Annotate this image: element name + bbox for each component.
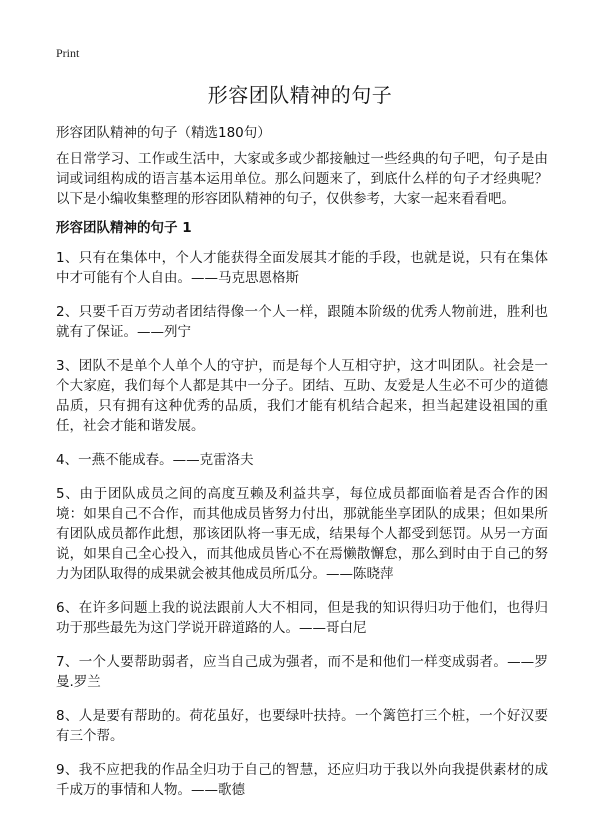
quote-item: 8、人是要有帮助的。荷花虽好，也要绿叶扶持。一个篱笆打三个桩，一个好汉要有三个帮。 xyxy=(56,708,548,744)
quote-item: 5、由于团队成员之间的高度互赖及利益共享，每位成员都面临着是否合作的困境：如果自己不合作，而其他成员皆努力付出，那就能坐享团队的成果；但如果所有团队成员都作此想，那该团队将一事无成，结果每个人都受到惩罚。从另一方面说，如果自己全心投入，而其他成员皆心不在焉懒散懈怠，那么到时由于自己的努力为团队取得的成果就会被其他成员所瓜分。——陈晓萍 xyxy=(56,486,548,582)
quote-item: 9、我不应把我的作品全归功于自己的智慧，还应归功于我以外向我提供素材的成千成万的事情和人物。——歌德 xyxy=(56,762,548,798)
quote-list xyxy=(56,248,548,814)
quote-item: 3、团队不是单个人单个人的守护，而是每个人互相守护，这才叫团队。社会是一个大家庭，我们每个人都是其中一分子。团结、互助、友爱是人生必不可少的道德品质，只有拥有这种优秀的品质，我们才能有机结合起来，担当起建设祖国的重任，社会才能和谐发展。 xyxy=(56,358,548,434)
quote-item: 7、一个人要帮助弱者，应当自己成为强者，而不是和他们一样变成弱者。——罗曼.罗兰 xyxy=(56,654,548,690)
quote-item: 6、在许多问题上我的说法跟前人大不相同，但是我的知识得归功于他们，也得归功于那些最先为这门学说开辟道路的人。——哥白尼 xyxy=(56,600,548,636)
section-heading: 形容团队精神的句子 1 xyxy=(56,220,192,236)
print-label: Print xyxy=(56,46,80,60)
quote-item: 4、一燕不能成春。——克雷洛夫 xyxy=(56,452,254,468)
document-subtitle: 形容团队精神的句子（精选180句） xyxy=(56,125,271,141)
quote-item: 1、只有在集体中，个人才能获得全面发展其才能的手段，也就是说，只有在集体中才可能有个人自由。——马克思恩格斯 xyxy=(56,250,548,286)
intro-paragraph: 在日常学习、工作或生活中，大家或多或少都接触过一些经典的句子吧，句子是由词或词组构成的语言基本运用单位。那么问题来了，到底什么样的句子才经典呢？以下是小编收集整理的形容团队精神的句子，仅供参考，大家一起来看看吧。 xyxy=(56,151,548,207)
quote-item: 2、只要千百万劳动者团结得像一个人一样，跟随本阶级的优秀人物前进，胜利也就有了保证。——列宁 xyxy=(56,304,548,340)
page-title: 形容团队精神的句子 xyxy=(207,83,393,107)
